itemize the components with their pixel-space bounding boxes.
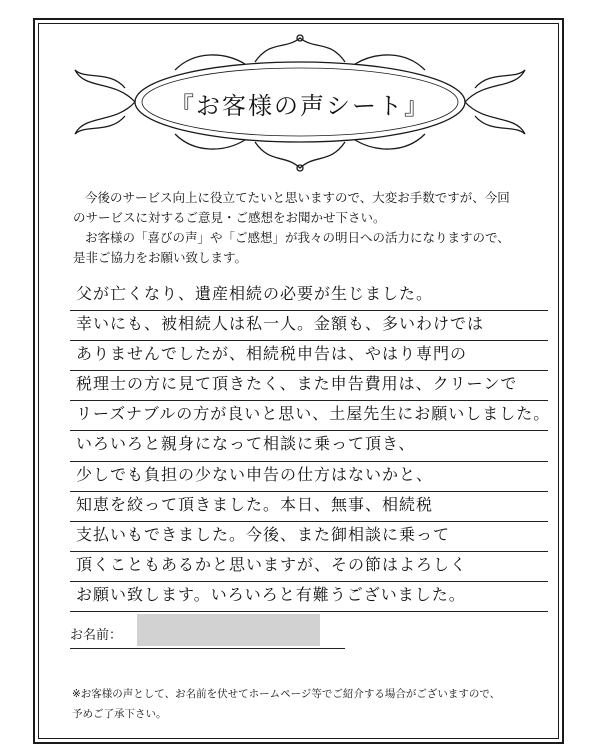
intro-text <box>73 188 543 268</box>
handwritten-line: お願い致します。いろいろと有難うございました。 <box>76 584 466 604</box>
name-label: お名前： <box>70 628 123 643</box>
handwritten-line: 支払いもできました。今後、また御相談に乗って <box>76 524 451 544</box>
handwritten-line: 幸いにも、被相続人は私一人。金額も、多いわけでは <box>76 314 485 334</box>
page-title: 『お客様の声シート』 <box>170 92 430 120</box>
intro-line: 今後のサービス向上に役立てたいと思いますので、大変お手数ですが、今回 <box>85 190 510 205</box>
handwritten-line: 税理士の方に見て頂きたく、また申告費用は、クリーンで <box>76 374 518 394</box>
intro-line: のサービスに対するご意見・ご感想をお聞かせ下さい。 <box>73 210 386 225</box>
name-redaction <box>137 614 320 646</box>
footnote-line: ※お客様の声として、お名前を伏せてホームページ等でご紹介する場合がございますので、 <box>72 688 501 700</box>
footnote-line: 予めご了承下さい。 <box>72 708 167 720</box>
footnote <box>72 684 542 724</box>
handwritten-line: 少しでも負担の少ない申告の仕方はないかと、 <box>76 464 434 484</box>
handwritten-line: リーズナブルの方が良いと思い、土屋先生にお願いしました。 <box>76 404 551 424</box>
handwritten-line: いろいろと親身になって相談に乗って頂き、 <box>76 434 416 454</box>
intro-line: お客様の「喜びの声」や「ご感想」が我々の明日への活力になりますので、 <box>85 230 510 245</box>
handwritten-line: 父が亡くなり、遺産相続の必要が生じました。 <box>76 284 434 303</box>
handwritten-line: ありませんでしたが、相続税申告は、やはり専門の <box>76 344 468 364</box>
handwritten-line: 頂くこともあるかと思いますが、その節はよろしく <box>76 554 468 574</box>
intro-line: 是非ご協力をお願い致します。 <box>73 250 248 265</box>
name-underline <box>70 648 345 649</box>
handwritten-line: 知恵を絞って頂きました。本日、無事、相続税 <box>76 494 434 514</box>
handwritten-feedback <box>76 279 556 610</box>
